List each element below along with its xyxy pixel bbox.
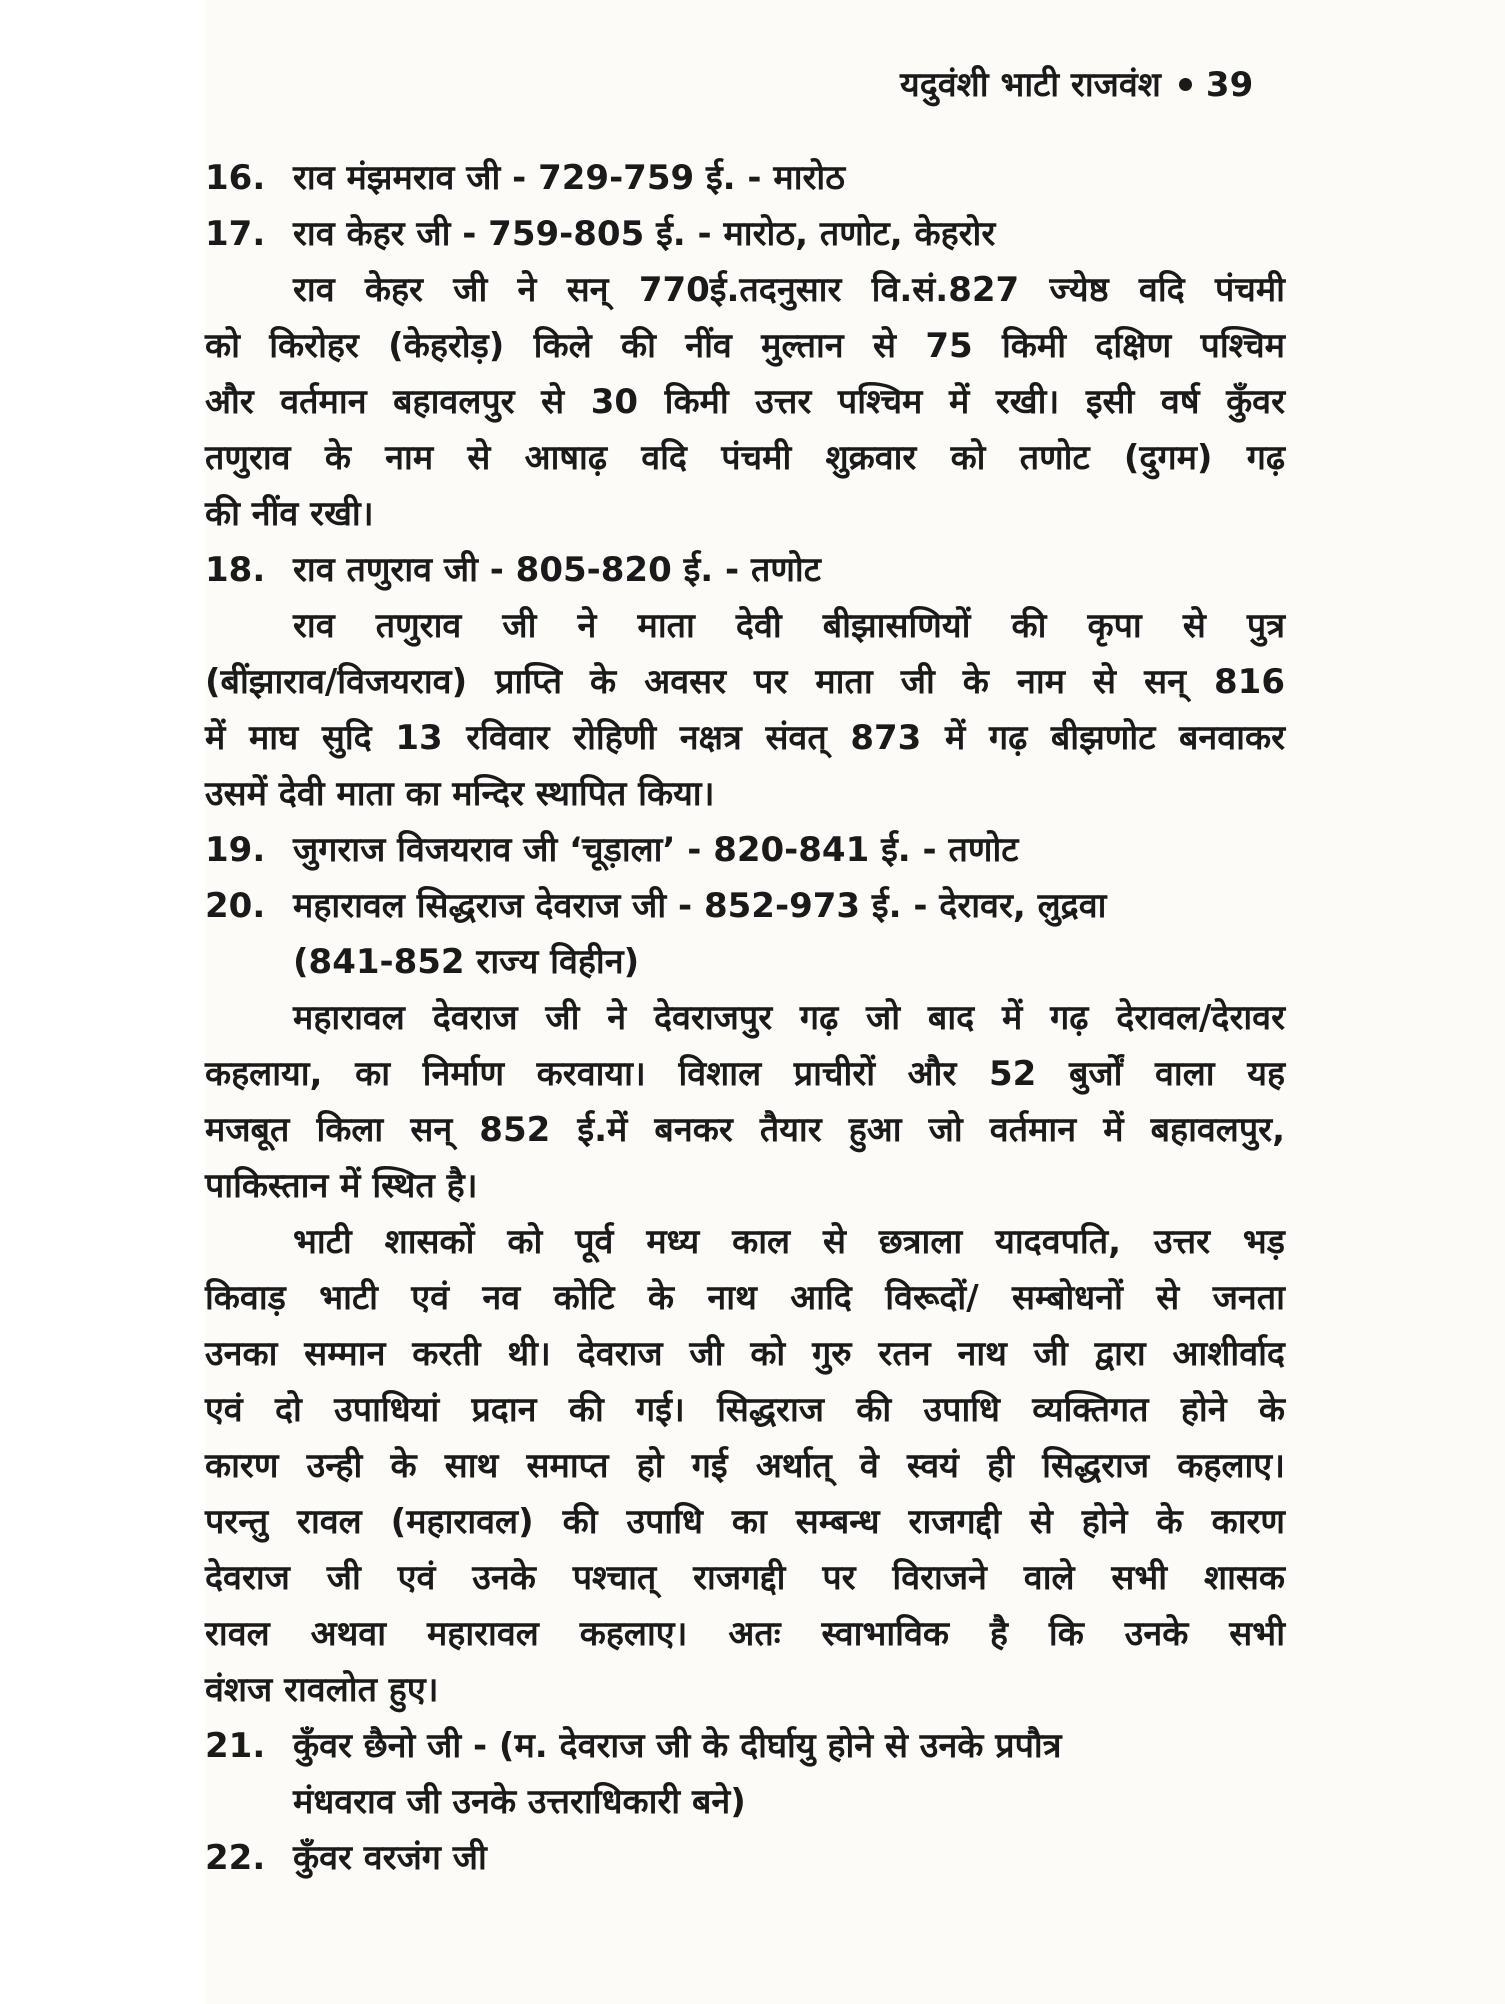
page-number: 39 <box>1205 65 1254 105</box>
list-item-22: 22. कुँवर वरजंग जी <box>205 1838 487 1878</box>
list-item-20: 20. महारावल सिद्धराज देवराज जी - 852-973 ई. - देरावर, लुद्रवा <box>205 886 1107 926</box>
list-item-21-continuation: मंधवराव जी उनके उत्तराधिकारी बने) <box>293 1782 746 1822</box>
list-item-20-continuation: (841-852 राज्य विहीन) <box>293 942 640 982</box>
header-title: यदुवंशी भाटी राजवंश <box>900 65 1161 105</box>
list-item-18: 18. राव तणुराव जी - 805-820 ई. - तणोट <box>205 550 821 590</box>
list-item-16: 16. राव मंझमराव जी - 729-759 ई. - मारोठ <box>205 158 845 198</box>
list-item-21: 21. कुँवर छैनो जी - (म. देवराज जी के दीर्घायु होने से उनके प्रपौत्र <box>205 1726 1062 1766</box>
paragraph-4: भाटी शासकों को पूर्व मध्य काल से छत्राला यादवपति, उत्तर भड़ किवाड़ भाटी एवं नव कोटि के नाथ आदि विरूदों/ सम्बोधनों से जनता उनका सम्मान करती थी। देवराज जी को गुरु रतन नाथ जी द्वारा आशीर्वाद एवं दो उपाधियां प्रदान की गई। सिद्धराज की उपाधि व्यक्तिगत होने के कारण उन्ही के साथ समाप्त हो गई अर्थात् वे स्वयं ही सिद्धराज कहलाए। परन्तु रावल (महारावल) की उपाधि का सम्बन्ध राजगद्दी से होने के कारण देवराज जी एवं उनके पश्चात् राजगद्दी पर विराजने वाले सभी शासक रावल अथवा महारावल कहलाए। अतः स्वाभाविक है कि उनके सभी वंशज रावलोत हुए। <box>205 1222 1285 1710</box>
paragraph-2: राव तणुराव जी ने माता देवी बीझासणियों की कृपा से पुत्र (बींझाराव/विजयराव) प्राप्ति के अवसर पर माता जी के नाम से सन् 816 में माघ सुदि 13 रविवार रोहिणी नक्षत्र संवत् 873 में गढ़ बीझणोट बनवाकर उसमें देवी माता का मन्दिर स्थापित किया। <box>205 606 1285 814</box>
list-item-17: 17. राव केहर जी - 759-805 ई. - मारोठ, तणोट, केहरोर <box>205 214 996 254</box>
page-body <box>205 150 1285 1886</box>
bullet-dot-icon <box>1179 78 1192 91</box>
paragraph-3: महारावल देवराज जी ने देवराजपुर गढ़ जो बाद में गढ़ देरावल/देरावर कहलाया, का निर्माण करवाया। विशाल प्राचीरों और 52 बुर्जों वाला यह मजबूत किला सन् 852 ई.में बनकर तैयार हुआ जो वर्तमान में बहावलपुर, पाकिस्तान में स्थित है। <box>205 998 1285 1206</box>
running-header <box>900 60 1253 106</box>
paragraph-1: राव केहर जी ने सन् 770ई.तदनुसार वि.सं.827 ज्येष्ठ वदि पंचमी को किरोहर (केहरोड़) किले की नींव मुल्तान से 75 किमी दक्षिण पश्चिम और वर्तमान बहावलपुर से 30 किमी उत्तर पश्चिम में रखी। इसी वर्ष कुँवर तणुराव के नाम से आषाढ़ वदि पंचमी शुक्रवार को तणोट (दुगम) गढ़ की नींव रखी। <box>205 270 1285 534</box>
list-item-19: 19. जुगराज विजयराव जी ‘चूड़ाला’ - 820-841 ई. - तणोट <box>205 830 1019 870</box>
